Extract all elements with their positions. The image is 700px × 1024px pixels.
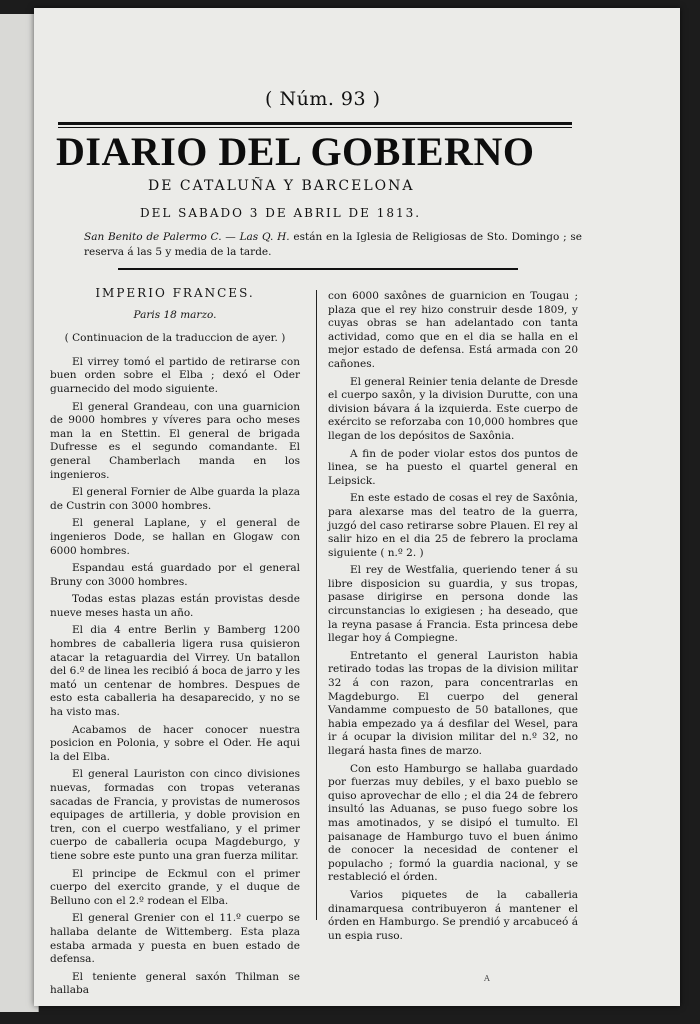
paragraph: El principe de Eckmul con el primer cuerpo del exercito grande, y el duque de Belluno con el 2.º rodean el Elba. [50,867,300,907]
paragraph: El virrey tomó el partido de retirarse con buen orden sobre el Elba ; dexó el Oder guarnecido del modo siguiente. [50,355,300,395]
right-column [328,290,578,947]
paragraph: Espandau está guardado por el general Bruny con 3000 hombres. [50,562,300,588]
paragraph: El general Grandeau, con una guarnicion de 9000 hombres y víveres para ocho meses man la en Stettin. El general de brigada Dufresse es el segundo comandante. El general Chamberlach manda en los ingenieros. [50,400,300,481]
issue-date: DEL SABADO 3 DE ABRIL DE 1813. [140,206,422,220]
notice-saint: San Benito de Palermo C. — Las Q. H. [84,231,290,243]
paragraph: El general Reinier tenia delante de Dresde el cuerpo saxôn, y la division Durutte, con una division bávara á la izquierda. Este cuerpo de exército se reforzaba con 10,000 hombres que llegan de los depósitos de Saxônia. [328,375,578,442]
paragraph: Entretanto el general Lauriston habia retirado todas las tropas de la division militar 32 á con razon, para concentrarlas en Magdeburgo. El cuerpo del general Vandamme compuesto de 50 batallones, que habia empezado ya á desfilar del Wesel, para ir á ocupar la division militar del n.º 32, no llegará hasta fines de marzo. [328,649,578,757]
paragraph: El teniente general saxón Thilman se hallaba [50,970,300,997]
section-heading: IMPERIO FRANCES. [95,286,255,300]
printer-signature: A [484,974,490,983]
paragraph: Varios piquetes de la caballeria dinamarquesa contribuyeron á mantener el órden en Hamburgo. Se prendió y arcabuceó á un espia ruso. [328,888,578,942]
paragraph: Todas estas plazas están provistas desde nueve meses hasta un año. [50,593,300,619]
paragraph: En este estado de cosas el rey de Saxônia, para alexarse mas del teatro de la guerra, juzgó del caso retirarse sobre Plauen. El rey al salir hizo en el dia 25 de febrero la proclama siguiente ( n.º 2. ) [328,492,578,559]
masthead-title: DIARIO DEL GOBIERNO [56,129,535,174]
top-rule [58,122,572,125]
masthead-subtitle: DE CATALUÑA Y BARCELONA [148,178,415,194]
issue-number: ( Núm. 93 ) [265,88,381,110]
paragraph: El dia 4 entre Berlin y Bamberg 1200 hombres de caballeria ligera rusa quisieron atacar la retaguardia del Virrey. Un batallon del 6.º de linea les recibió á boca de jarro y les mató un centenar de hombres. Despues de esto esta caballeria ha desaparecido, y no se ha visto mas. [50,624,300,719]
show-through-text [580,178,680,478]
left-column [50,285,300,1002]
paragraph: Con esto Hamburgo se hallaba guardado por fuerzas muy debiles, y el baxo pueblo se quiso aprovechar de ello ; el dia 24 de febrero insultó las Aduanas, se puso fuego sobre los mas amotinados, y se disipó el tumulto. El paisanage de Hamburgo tuvo el buen ánimo de conocer la necesidad de contener el populacho ; formó la guardia nacional, y se restableció el órden. [328,762,578,884]
dateline: Paris 18 marzo. [133,308,217,321]
paragraph: El general Fornier de Albe guarda la plaza de Custrin con 3000 hombres. [50,486,300,512]
paragraph: El rey de Westfalia, queriendo tener á su libre disposicion su guardia, y sus tropas, pasase dirigirse en persona donde las circunstancias lo exigiesen ; ha deseado, que la reyna pasase á Francia. Esta princesa debe llegar hoy á Compiegne. [328,564,578,645]
paragraph: El general Laplane, y el general de ingenieros Dode, se hallan en Glogaw con 6000 hombres. [50,517,300,557]
paragraph: Acabamos de hacer conocer nuestra posicion en Polonia, y sobre el Oder. He aqui la del Elba. [50,723,300,763]
paragraph: A fin de poder violar estos dos puntos de linea, se ha puesto el quartel general en Leipsick. [328,447,578,487]
column-divider [316,290,317,920]
religious-notice [84,230,582,260]
section-rule [118,268,518,270]
paragraph: con 6000 saxônes de guarnicion en Tougau ; plaza que el rey hizo construir desde 1809, y cuyas obras se han adelantado con tanta actividad, como que en el dia se halla en el mejor estado de defensa. Está armada con 20 cañones. [328,290,578,370]
paragraph: El general Lauriston con cinco divisiones nuevas, formadas con tropas veteranas sacadas de Francia, y provistas de numerosos equipages de artilleria, y doble provision en tren, con el cuerpo westfaliano, y el primer cuerpo de caballeria ocupa Magdeburgo, y tiene sobre este punto una gran fuerza militar. [50,768,300,862]
continuation-note: ( Continuacion de la traduccion de ayer. ) [64,332,286,345]
notice-text: están en la Iglesia de Religiosas de Sto. Domingo ; se reserva á las 5 y media de la tarde. [84,231,582,258]
paragraph: El general Grenier con el 11.º cuerpo se hallaba delante de Wittemberg. Esta plaza estaba armada y puesta en buen estado de defensa. [50,912,300,966]
